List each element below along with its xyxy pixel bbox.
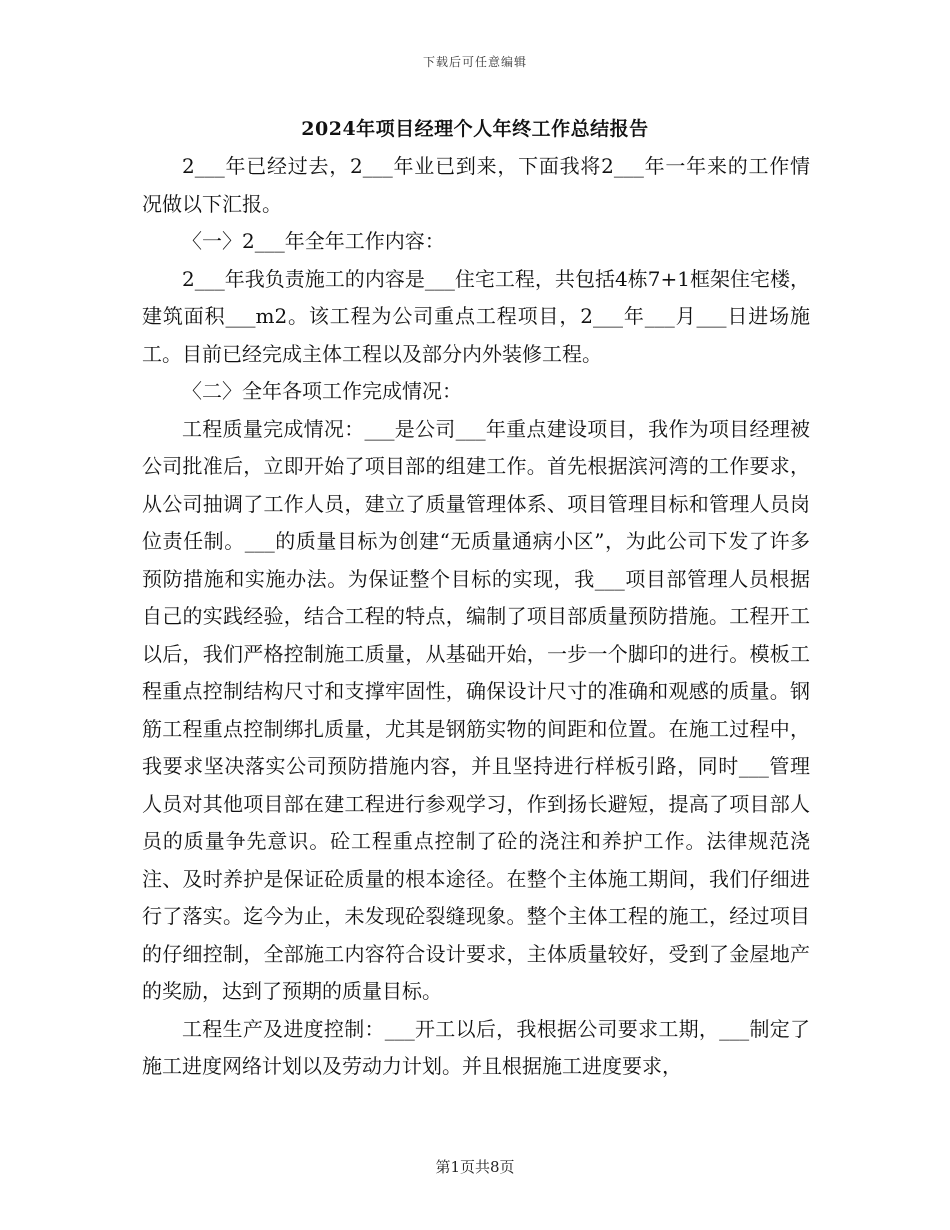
document-body [142, 148, 810, 1086]
header-note: 下载后可任意编辑 [422, 55, 527, 69]
paragraph-progress: 工程生产及进度控制：___开工以后，我根据公司要求工期，___制定了施工进度网络计划以及劳动力计划。并且根据施工进度要求， [142, 1016, 810, 1078]
paragraph-quality: 工程质量完成情况：___是公司___年重点建设项目，我作为项目经理被公司批准后，立即开始了项目部的组建工作。首先根据滨河湾的工作要求，从公司抽调了工作人员，建立了质量管理体系、项目管理目标和管理人员岗位责任制。___的质量目标为创建“无质量通病小区”，为此公司下发了许多预防措施和实施办法。为保证整个目标的实现，我___项目部管理人员根据自己的实践经验，结合工程的特点，编制了项目部质量预防措施。工程开工以后，我们严格控制施工质量，从基础开始，一步一个脚印的进行。模板工程重点控制结构尺寸和支撑牢固性，确保设计尺寸的准确和观感的质量。钢筋工程重点控制绑扎质量，尤其是钢筋实物的间距和位置。在施工过程中，我要求坚决落实公司预防措施内容，并且坚持进行样板引路，同时___管理人员对其他项目部在建工程进行参观学习，作到扬长避短，提高了项目部人员的质量争先意识。砼工程重点控制了砼的浇注和养护工作。法律规范浇注、及时养护是保证砼质量的根本途径。在整个主体施工期间，我们仔细进行了落实。迄今为止，未发现砼裂缝现象。整个主体工程的施工，经过项目的仔细控制，全部施工内容符合设计要求，主体质量较好，受到了金屋地产的奖励，达到了预期的质量目标。 [142, 416, 810, 1003]
section-heading-2: 〈二〉全年各项工作完成情况： [182, 379, 462, 403]
page-footer: 第1页共8页 [435, 1158, 515, 1176]
document-title: 2024年项目经理个人年终工作总结报告 [301, 118, 649, 140]
paragraph-intro: 2___年已经过去，2___年业已到来，下面我将2___年一年来的工作情况做以下汇报。 [142, 154, 810, 216]
section-heading-1: 〈一〉2___年全年工作内容： [182, 229, 445, 253]
paragraph-work-content: 2___年我负责施工的内容是___住宅工程，共包括4栋7+1框架住宅楼，建筑面积___m2。该工程为公司重点工程项目，2___年___月___日进场施工。目前已经完成主体工程以及部分内外装修工程。 [142, 266, 810, 366]
